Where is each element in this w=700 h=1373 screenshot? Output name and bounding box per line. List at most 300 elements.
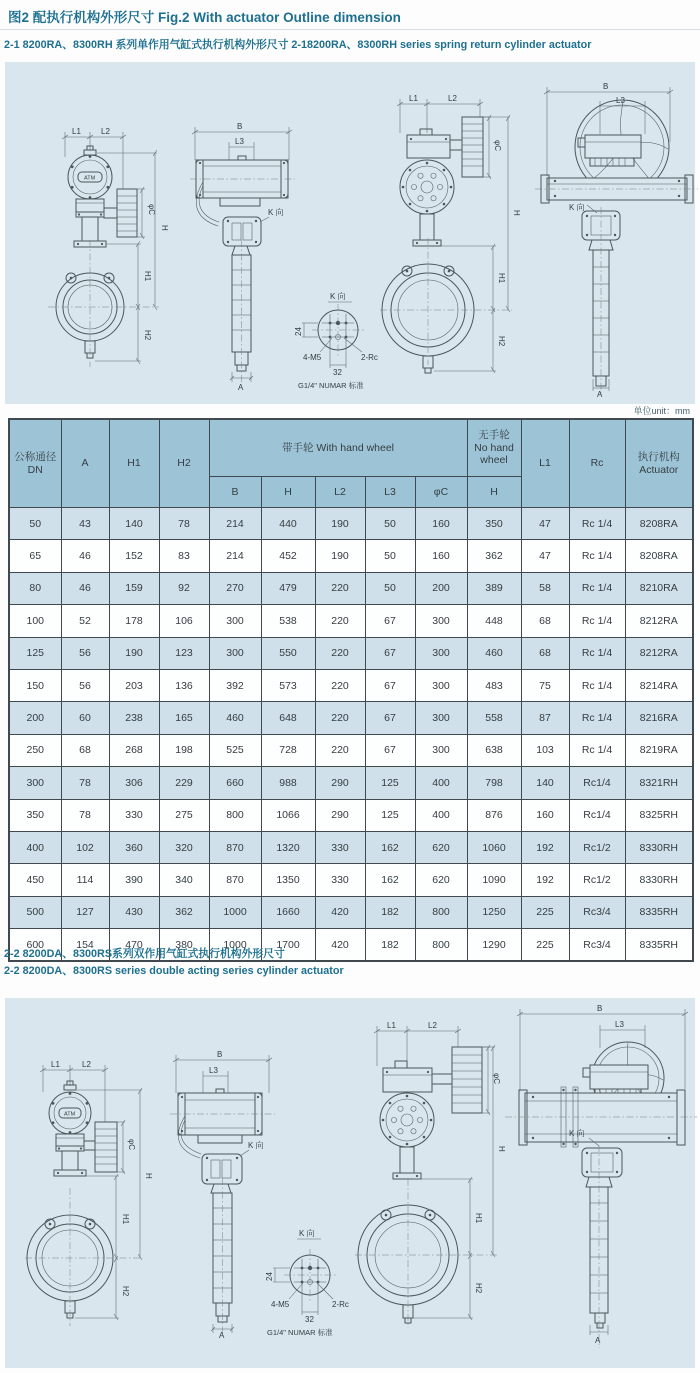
dimension-table-wrap [8,418,692,962]
table-cell: 600 [9,929,61,962]
table-cell: 350 [467,508,521,540]
table-cell: 392 [209,669,261,701]
drawings-panel-spring-return [5,62,695,404]
handwheel-edge [104,189,137,237]
sub-header-h: H [261,477,315,508]
table-cell: 182 [365,929,415,962]
table-cell: 67 [365,669,415,701]
table-cell: 362 [467,540,521,572]
dim-label-h1: H1 [497,273,506,284]
table-cell: 162 [365,831,415,863]
table-cell: 270 [209,572,261,604]
sub-header-l2: L2 [315,477,365,508]
drawing-side-view-handwheel-1 [535,82,700,398]
table-cell: 160 [415,508,467,540]
table-cell: 558 [467,702,521,734]
dim-lines-h [97,150,157,310]
k-view-title: K 向 [330,292,346,301]
dim-label-l2: L2 [82,1060,91,1069]
table-cell: 8210RA [625,572,693,604]
table-cell: 306 [109,767,159,799]
table-cell: Rc 1/4 [569,508,625,540]
table-cell: 43 [61,508,109,540]
dim-lines-phic [137,187,145,239]
table-cell: 573 [261,669,315,701]
k-view-leader [240,1150,249,1156]
table-cell: 87 [521,702,569,734]
table-cell: 47 [521,540,569,572]
dim-label-l1: L1 [51,1060,60,1069]
table-cell: 620 [415,864,467,896]
table-cell: 390 [109,864,159,896]
table-cell: 8212RA [625,605,693,637]
table-cell: 50 [365,572,415,604]
table-cell: 78 [61,799,109,831]
table-cell: 8214RA [625,669,693,701]
mount-bracket [582,1148,622,1177]
dim-label-h1: H1 [143,271,152,282]
dim-lines-l1-l2 [374,1026,461,1066]
table-cell: 83 [159,540,209,572]
table-cell: 360 [109,831,159,863]
table-cell: 400 [9,831,61,863]
dimension-table [8,418,694,962]
dim-lines-b [173,1055,272,1093]
table-cell: Rc3/4 [569,896,625,928]
table-cell: 330 [315,831,365,863]
dim-label-24: 24 [294,327,303,336]
table-cell: 448 [467,605,521,637]
gearbox [383,1061,452,1092]
table-cell: 380 [159,929,209,962]
dim-label-h2: H2 [474,1283,483,1294]
k-view-title: K 向 [299,1229,315,1238]
table-cell: 1000 [209,896,261,928]
table-cell: 430 [109,896,159,928]
table-cell: 8208RA [625,508,693,540]
dim-label-2rc: 2-Rc [361,353,378,362]
dim-label-4m5: 4-M5 [303,353,322,362]
table-cell: 220 [315,702,365,734]
table-row [9,605,693,637]
table-cell: 798 [467,767,521,799]
dim-lines-h [482,1045,495,1257]
dim-label-l1: L1 [72,127,81,136]
table-cell: 67 [365,734,415,766]
table-cell: 68 [521,637,569,669]
table-cell: 68 [521,605,569,637]
table-cell: 162 [365,864,415,896]
table-cell: 8216RA [625,702,693,734]
table-cell: 1090 [467,864,521,896]
table-cell: 8330RH [625,864,693,896]
actuator-flange-body [400,160,454,214]
table-cell: 106 [159,605,209,637]
dim-label-h: H [497,1146,506,1152]
table-cell: 75 [521,669,569,701]
dim-label-h: H [144,1173,153,1179]
k-view-leader [260,217,269,222]
table-cell: 46 [61,572,109,604]
table-cell: 52 [61,605,109,637]
dim-label-l1: L1 [409,94,418,103]
dim-label-h2: H2 [121,1286,130,1297]
table-cell: 114 [61,864,109,896]
dim-lines-phic [117,1120,125,1174]
table-cell: 8219RA [625,734,693,766]
table-cell: 67 [365,637,415,669]
table-row [9,637,693,669]
table-cell: 220 [315,572,365,604]
table-cell: Rc 1/4 [569,572,625,604]
table-cell: 290 [315,799,365,831]
actuator-logo: ATM [64,1111,76,1118]
table-cell: Rc1/2 [569,831,625,863]
table-cell: 460 [467,637,521,669]
table-cell: 56 [61,637,109,669]
table-cell: 1320 [261,831,315,863]
table-cell: 8335RH [625,929,693,962]
table-cell: 800 [415,929,467,962]
table-cell: Rc1/4 [569,799,625,831]
table-cell: 400 [415,767,467,799]
table-cell: Rc1/2 [569,864,625,896]
dim-lines-h2 [95,304,141,364]
table-cell: 8321RH [625,767,693,799]
table-cell: 190 [109,637,159,669]
dim-label-24: 24 [265,1272,274,1281]
dim-label-h2: H2 [497,336,506,347]
section1-title: 2-1 8200RA、8300RH 系列单作用气缸式执行机构外形尺寸 2-18200RA、8300RH series spring return cylinder actuator [4,39,592,51]
table-cell: 483 [467,669,521,701]
dim-label-a: A [595,1336,601,1345]
table-cell: 300 [9,767,61,799]
actuator-flange-body [380,1093,434,1147]
table-cell: 290 [315,767,365,799]
table-cell: 525 [209,734,261,766]
table-cell: 220 [315,734,365,766]
dim-label-4m5: 4-M5 [271,1300,290,1309]
table-cell: 192 [521,831,569,863]
valve-edge-on [211,1184,232,1322]
table-cell: 67 [365,605,415,637]
table-row [9,734,693,766]
drawing-front-view-actuator-4 [363,1003,508,1338]
valve-neck [54,1146,86,1176]
table-row [9,896,693,928]
table-cell: 988 [261,767,315,799]
table-cell: 178 [109,605,159,637]
table-cell: 8335RH [625,896,693,928]
dim-label-phic: φC [493,140,502,151]
numar-caption: G1/4" NUMAR 标准 [267,1328,333,1337]
table-cell: 452 [261,540,315,572]
table-cell: 320 [159,831,209,863]
table-cell: 165 [159,702,209,734]
section2-title-en: 2-2 8200DA、8300RS series double acting series cylinder actuator [4,965,344,977]
table-cell: 870 [209,864,261,896]
table-cell: 200 [415,572,467,604]
k-view-callout: K 向 [569,1129,585,1138]
k-view-callout: K 向 [268,208,284,217]
table-cell: 8208RA [625,540,693,572]
mount-bracket [220,198,261,246]
table-cell: 420 [315,929,365,962]
dim-label-l1: L1 [387,1021,396,1030]
dim-lines-h2 [410,1253,473,1320]
table-row [9,669,693,701]
table-cell: 479 [261,572,315,604]
table-cell: 92 [159,572,209,604]
dim-label-phic: φC [492,1073,501,1084]
dim-label-a: A [238,383,244,392]
table-cell: 238 [109,702,159,734]
table-cell: 8325RH [625,799,693,831]
table-cell: 300 [415,702,467,734]
handwheel-edge [84,1122,117,1172]
sub-header-b: B [209,477,261,508]
dim-label-a: A [597,390,603,399]
table-cell: 225 [521,929,569,962]
table-row [9,702,693,734]
table-cell: 8212RA [625,637,693,669]
col-header-with-handwheel: 带手轮 With hand wheel [209,419,467,477]
k-view-callout: K 向 [248,1141,264,1150]
table-cell: 160 [415,540,467,572]
table-cell: 275 [159,799,209,831]
table-cell: 125 [365,767,415,799]
table-cell: 620 [415,831,467,863]
table-cell: 65 [9,540,61,572]
dim-label-2rc: 2-Rc [332,1300,349,1309]
table-cell: 1250 [467,896,521,928]
table-cell: 1660 [261,896,315,928]
table-cell: 876 [467,799,521,831]
table-cell: 225 [521,896,569,928]
table-cell: 78 [61,767,109,799]
table-cell: 870 [209,831,261,863]
table-cell: 100 [9,605,61,637]
table-cell: 728 [261,734,315,766]
table-cell: Rc 1/4 [569,669,625,701]
col-header-rc: Rc [569,419,625,508]
gearbox [407,129,462,158]
table-cell: 159 [109,572,159,604]
table-cell: 800 [209,799,261,831]
table-cell: 648 [261,702,315,734]
gearbox [583,1065,648,1097]
drawing-front-view-actuator-3 [25,1048,155,1340]
valve-neck [413,214,441,246]
table-cell: 68 [61,734,109,766]
col-header-h2: H2 [159,419,209,508]
dim-label-phic: φC [147,204,156,215]
cylinder-body [196,156,288,198]
table-cell: 220 [315,605,365,637]
dim-label-b: B [217,1050,223,1059]
table-cell: 67 [365,702,415,734]
table-cell: 460 [209,702,261,734]
table-cell: 192 [521,864,569,896]
drawing-front-view-actuator-2 [390,88,521,384]
table-cell: Rc 1/4 [569,702,625,734]
section2-title-zh: 2-2 8200DA、8300RS系列双作用气缸式执行机构外形尺寸 [4,948,285,960]
table-cell: Rc 1/4 [569,540,625,572]
table-cell: 160 [521,799,569,831]
table-cell: 1350 [261,864,315,896]
table-cell: 56 [61,669,109,701]
table-cell: 182 [365,896,415,928]
table-cell: 1060 [467,831,521,863]
col-header-no-handwheel: 无手轮 No hand wheel [467,419,521,477]
page-title: 图2 配执行机构外形尺寸 Fig.2 With actuator Outline dimension [8,10,401,25]
table-cell: 8330RH [625,831,693,863]
table-cell: 300 [415,669,467,701]
table-cell: 58 [521,572,569,604]
table-cell: 60 [61,702,109,734]
table-cell: 300 [415,637,467,669]
dim-lines-phic [482,1045,490,1115]
dim-lines-h1 [441,244,496,312]
table-cell: 300 [415,734,467,766]
table-cell: 140 [521,767,569,799]
handwheel-edge [462,117,483,177]
table-cell: 200 [9,702,61,734]
dim-label-h: H [512,210,521,216]
table-row [9,799,693,831]
table-cell: 127 [61,896,109,928]
col-header-dn: 公称通径 DN [9,419,61,508]
table-cell: 340 [159,864,209,896]
dim-label-32: 32 [305,1315,314,1324]
table-cell: 229 [159,767,209,799]
table-cell: 220 [315,637,365,669]
table-cell: 660 [209,767,261,799]
dim-label-b: B [237,122,243,131]
table-cell: 198 [159,734,209,766]
dim-label-h1: H1 [121,1214,130,1225]
table-cell: Rc 1/4 [569,637,625,669]
m5-leader [289,1283,303,1299]
cylinder-body [178,1089,262,1135]
table-cell: 46 [61,540,109,572]
table-cell: 300 [209,605,261,637]
table-cell: 400 [415,799,467,831]
dim-label-b: B [597,1004,603,1013]
table-cell: 450 [9,864,61,896]
dim-label-h: H [160,225,169,231]
dim-lines-phic [483,115,491,179]
rc-leader [317,1283,333,1299]
table-cell: 214 [209,508,261,540]
drawing-k-view-detail-1 [290,288,400,394]
table-cell: 550 [261,637,315,669]
handwheel-edge [452,1047,482,1113]
table-cell: 500 [9,896,61,928]
actuator-logo: ATM [84,175,96,182]
dim-label-32: 32 [333,368,342,377]
valve-neck [393,1147,421,1179]
k-view-flange [284,1249,336,1301]
drawing-side-view-handwheel-2 [505,1003,700,1353]
drawing-side-view-cylinder-1 [190,120,295,392]
numar-caption: G1/4" NUMAR 标准 [298,381,364,390]
table-row [9,508,693,540]
k-view-flange [312,304,364,356]
table-cell: 150 [9,669,61,701]
gearbox [578,135,641,166]
table-cell: Rc1/4 [569,767,625,799]
table-cell: 103 [521,734,569,766]
mount-bracket [198,1135,242,1184]
dim-lines-h [77,1088,142,1260]
table-cell: 136 [159,669,209,701]
table-cell: 362 [159,896,209,928]
dim-label-h1: H1 [474,1213,483,1224]
k-view-callout: K 向 [569,203,585,212]
dim-label-l2: L2 [101,127,110,136]
sub-header-phic: φC [415,477,467,508]
table-cell: 250 [9,734,61,766]
table-cell: 389 [467,572,521,604]
dim-lines-b [544,87,673,176]
dim-label-l3: L3 [209,1066,218,1075]
table-header [9,419,693,508]
table-cell: 268 [109,734,159,766]
unit-note: 单位unit：mm [633,406,690,416]
dim-label-l3: L3 [616,96,625,105]
dim-label-l2: L2 [428,1021,437,1030]
table-cell: 538 [261,605,315,637]
drawing-front-view-actuator-1 [45,125,185,385]
table-row [9,540,693,572]
table-cell: 1066 [261,799,315,831]
table-cell: 152 [109,540,159,572]
table-row [9,572,693,604]
drawings-panel-double-acting [5,998,695,1368]
table-cell: 214 [209,540,261,572]
table-cell: 1290 [467,929,521,962]
dim-lines-l1-l2 [397,99,483,133]
table-cell: 47 [521,508,569,540]
dim-label-phic: φC [127,1139,136,1150]
table-cell: Rc3/4 [569,929,625,962]
table-cell: 1000 [209,929,261,962]
table-cell: 470 [109,929,159,962]
table-cell: 80 [9,572,61,604]
table-cell: 190 [315,508,365,540]
table-cell: 440 [261,508,315,540]
dim-lines-h2 [434,308,496,373]
col-header-h1: H1 [109,419,159,508]
title-divider [0,29,700,30]
table-cell: 800 [415,896,467,928]
rc-leader [344,338,362,352]
k-view-leader [587,205,597,213]
table-cell: 300 [209,637,261,669]
table-cell: 300 [415,605,467,637]
table-cell: 123 [159,637,209,669]
table-cell: Rc 1/4 [569,605,625,637]
dim-label-a: A [219,1331,225,1340]
table-cell: 420 [315,896,365,928]
table-cell: 50 [9,508,61,540]
col-header-actuator: 执行机构 Actuator [625,419,693,508]
dim-label-l2: L2 [448,94,457,103]
table-cell: 154 [61,929,109,962]
table-body [9,508,693,962]
table-cell: 78 [159,508,209,540]
